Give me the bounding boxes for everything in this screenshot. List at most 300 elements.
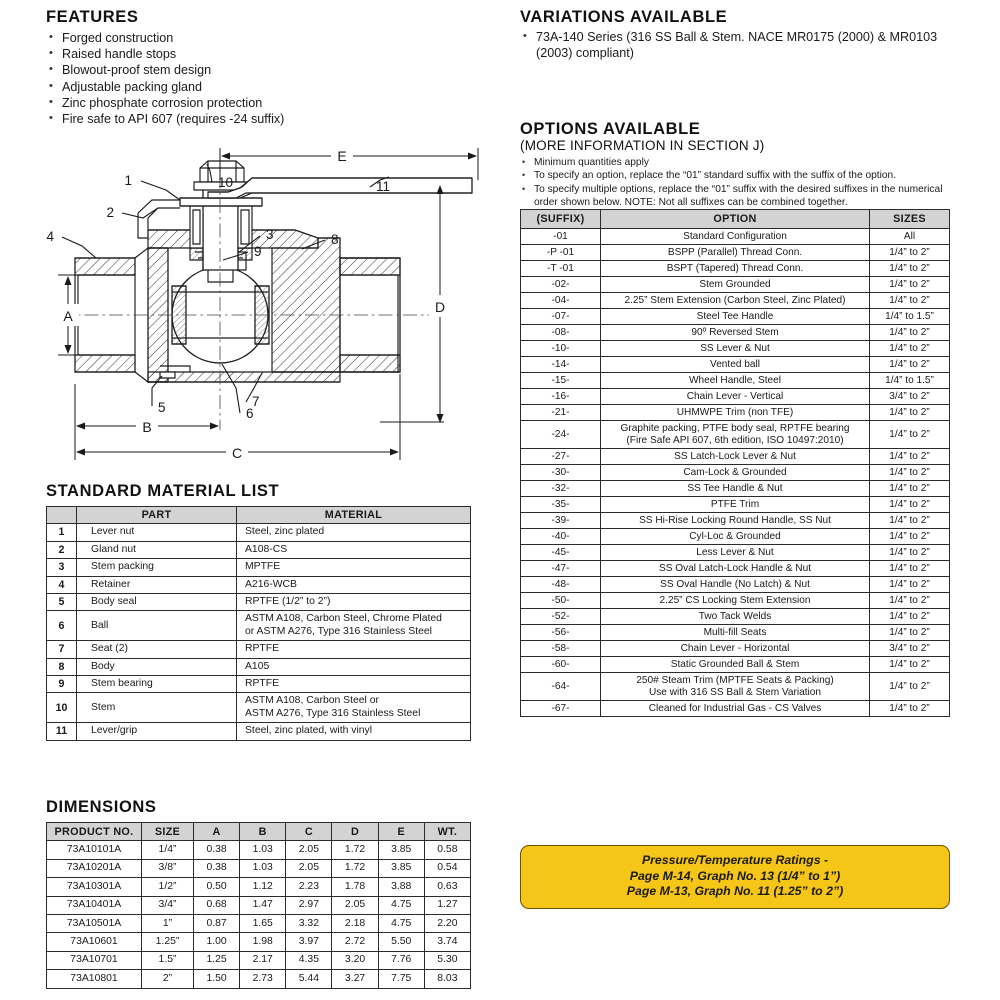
material-table-header-row	[47, 507, 471, 524]
material-part-name: Retainer	[77, 576, 237, 593]
dimensions-e: 5.50	[378, 933, 424, 951]
dimensions-a: 1.25	[194, 951, 240, 969]
dimensions-size: 1/2”	[142, 878, 194, 896]
dimensions-b: 1.03	[240, 841, 286, 859]
dimensions-col-size: SIZE	[142, 823, 194, 841]
dimensions-e: 7.75	[378, 970, 424, 988]
dimensions-c: 2.05	[286, 859, 332, 877]
dimensions-table-row	[47, 951, 471, 969]
dimensions-c: 3.32	[286, 915, 332, 933]
dimensions-wt: 0.54	[424, 859, 470, 877]
option-description: Cleaned for Industrial Gas - CS Valves	[601, 701, 870, 717]
options-col-suffix: (SUFFIX)	[521, 210, 601, 229]
option-sizes: 1/4” to 2”	[870, 449, 950, 465]
option-sizes: 1/4” to 2”	[870, 593, 950, 609]
option-description: Static Grounded Ball & Stem	[601, 657, 870, 673]
dimensions-size: 1”	[142, 915, 194, 933]
material-item-number: 3	[47, 559, 77, 576]
options-table-row	[521, 529, 950, 545]
option-description: Standard Configuration	[601, 229, 870, 245]
material-spec: RPTFE (1/2” to 2”)	[237, 594, 471, 611]
option-description: Steel Tee Handle	[601, 309, 870, 325]
dimensions-col-wt: WT.	[424, 823, 470, 841]
options-table-row	[521, 561, 950, 577]
material-table-row	[47, 723, 471, 740]
option-sizes: All	[870, 229, 950, 245]
material-item-number: 9	[47, 676, 77, 693]
options-subtitle: (MORE INFORMATION IN SECTION J)	[520, 138, 765, 153]
options-table-row	[521, 673, 950, 701]
option-sizes: 1/4” to 2”	[870, 529, 950, 545]
options-table-row	[521, 309, 950, 325]
option-suffix: -56-	[521, 625, 601, 641]
option-sizes: 1/4” to 2”	[870, 545, 950, 561]
option-suffix: -60-	[521, 657, 601, 673]
option-description: Chain Lever - Horizontal	[601, 641, 870, 657]
dimensions-product-no: 73A10401A	[47, 896, 142, 914]
option-description: Graphite packing, PTFE body seal, RPTFE bearing (Fire Safe API 607, 6th edition, ISO 10497:2010)	[601, 421, 870, 449]
feature-item-1: • Raised handle stops	[46, 46, 466, 62]
dimensions-e: 3.88	[378, 878, 424, 896]
option-sizes: 1/4” to 1.5”	[870, 309, 950, 325]
material-spec: A216-WCB	[237, 576, 471, 593]
callout-4: 4	[46, 229, 54, 244]
material-col-material: MATERIAL	[237, 507, 471, 524]
material-item-number: 8	[47, 658, 77, 675]
ratings-line-1: Page M-14, Graph No. 13 (1/4” to 1”)	[629, 868, 841, 883]
dimensions-col-b: B	[240, 823, 286, 841]
options-note-2: • To specify multiple options, replace the “01” suffix with the desired suffixes in the numerical order shown below. NOTE: Not all suffixes can be combined together.	[520, 183, 950, 210]
options-table-row	[521, 341, 950, 357]
variation-item-0: • 73A-140 Series (316 SS Ball & Stem. NACE MR0175 (2000) & MR0103 (2003) compliant)	[520, 29, 950, 61]
material-table-row	[47, 693, 471, 723]
dimensions-product-no: 73A10801	[47, 970, 142, 988]
dimensions-a: 1.50	[194, 970, 240, 988]
dimensions-table-row	[47, 896, 471, 914]
dimensions-c: 4.35	[286, 951, 332, 969]
variations-section	[520, 8, 950, 61]
callout-5: 5	[158, 400, 166, 415]
callout-7: 7	[252, 394, 260, 409]
dimensions-d: 1.78	[332, 878, 378, 896]
features-section	[46, 8, 466, 127]
dimensions-wt: 3.74	[424, 933, 470, 951]
material-item-number: 7	[47, 641, 77, 658]
options-header-section	[520, 120, 950, 210]
options-table-row	[521, 701, 950, 717]
options-table-row	[521, 373, 950, 389]
option-sizes: 1/4” to 2”	[870, 497, 950, 513]
options-note-0: • Minimum quantities apply	[520, 156, 950, 169]
options-notes-list	[520, 156, 950, 210]
material-part-name: Stem packing	[77, 559, 237, 576]
material-list-section	[46, 482, 471, 741]
options-table-row	[521, 657, 950, 673]
dimensions-size: 1.5”	[142, 951, 194, 969]
material-spec: MPTFE	[237, 559, 471, 576]
option-description: SS Tee Handle & Nut	[601, 481, 870, 497]
material-spec: Steel, zinc plated, with vinyl	[237, 723, 471, 740]
option-description: Wheel Handle, Steel	[601, 373, 870, 389]
dimensions-e: 4.75	[378, 915, 424, 933]
material-table-row	[47, 658, 471, 675]
dimensions-wt: 8.03	[424, 970, 470, 988]
option-suffix: -39-	[521, 513, 601, 529]
options-table-wrapper	[520, 209, 950, 717]
dimensions-col-c: C	[286, 823, 332, 841]
dimensions-product-no: 73A10201A	[47, 859, 142, 877]
callout-2: 2	[106, 205, 114, 220]
option-sizes: 1/4” to 2”	[870, 261, 950, 277]
dimensions-b: 1.12	[240, 878, 286, 896]
options-table-row	[521, 593, 950, 609]
option-sizes: 1/4” to 2”	[870, 481, 950, 497]
dim-label-D: D	[434, 299, 446, 315]
option-sizes: 1/4” to 2”	[870, 465, 950, 481]
dimensions-size: 1/4”	[142, 841, 194, 859]
material-spec: RPTFE	[237, 641, 471, 658]
options-table-row	[521, 545, 950, 561]
option-description: Less Lever & Nut	[601, 545, 870, 561]
material-item-number: 1	[47, 524, 77, 541]
option-suffix: -10-	[521, 341, 601, 357]
dimensions-b: 1.03	[240, 859, 286, 877]
callout-1: 1	[124, 173, 132, 188]
options-table-row	[521, 389, 950, 405]
options-note-1: • To specify an option, replace the “01” standard suffix with the suffix of the option.	[520, 169, 950, 182]
material-col-part: PART	[77, 507, 237, 524]
options-table	[520, 209, 950, 717]
option-suffix: -30-	[521, 465, 601, 481]
dimensions-wt: 0.63	[424, 878, 470, 896]
variations-list	[520, 29, 950, 61]
option-description: 2.25” Stem Extension (Carbon Steel, Zinc Plated)	[601, 293, 870, 309]
dimensions-col-product-no: PRODUCT NO.	[47, 823, 142, 841]
dim-label-C: C	[231, 445, 243, 461]
material-table-row	[47, 641, 471, 658]
options-table-row	[521, 497, 950, 513]
option-sizes: 1/4” to 2”	[870, 405, 950, 421]
material-part-name: Seat (2)	[77, 641, 237, 658]
option-suffix: -14-	[521, 357, 601, 373]
dimensions-d: 3.27	[332, 970, 378, 988]
dimensions-b: 1.65	[240, 915, 286, 933]
dimensions-table-row	[47, 970, 471, 988]
dimensions-table	[46, 822, 471, 989]
option-suffix: -08-	[521, 325, 601, 341]
option-description: SS Lever & Nut	[601, 341, 870, 357]
dimensions-section	[46, 798, 471, 989]
callout-6: 6	[246, 406, 254, 421]
option-suffix: -40-	[521, 529, 601, 545]
option-description: 90º Reversed Stem	[601, 325, 870, 341]
option-sizes: 1/4” to 2”	[870, 421, 950, 449]
option-description: SS Oval Latch-Lock Handle & Nut	[601, 561, 870, 577]
option-description: Stem Grounded	[601, 277, 870, 293]
dimensions-d: 2.05	[332, 896, 378, 914]
dimensions-wt: 0.58	[424, 841, 470, 859]
dimensions-product-no: 73A10101A	[47, 841, 142, 859]
material-table-row	[47, 541, 471, 558]
dimensions-table-header-row	[47, 823, 471, 841]
dimensions-c: 2.23	[286, 878, 332, 896]
options-table-row	[521, 261, 950, 277]
option-sizes: 1/4” to 2”	[870, 277, 950, 293]
option-sizes: 3/4” to 2”	[870, 641, 950, 657]
callout-3: 3	[266, 227, 274, 242]
dimensions-product-no: 73A10701	[47, 951, 142, 969]
dimensions-col-a: A	[194, 823, 240, 841]
dim-label-A: A	[63, 308, 73, 324]
dimensions-d: 1.72	[332, 841, 378, 859]
option-suffix: -24-	[521, 421, 601, 449]
ratings-line-0: Pressure/Temperature Ratings -	[641, 853, 829, 867]
dimensions-wt: 2.20	[424, 915, 470, 933]
option-suffix: -04-	[521, 293, 601, 309]
options-table-row	[521, 641, 950, 657]
option-suffix: -32-	[521, 481, 601, 497]
material-part-name: Body	[77, 658, 237, 675]
material-list-title: STANDARD MATERIAL LIST	[46, 482, 280, 500]
option-sizes: 1/4” to 2”	[870, 561, 950, 577]
options-col-sizes: SIZES	[870, 210, 950, 229]
material-spec: ASTM A108, Carbon Steel or ASTM A276, Type 316 Stainless Steel	[237, 693, 471, 723]
option-suffix: -21-	[521, 405, 601, 421]
option-suffix: -07-	[521, 309, 601, 325]
material-spec: A105	[237, 658, 471, 675]
features-title: FEATURES	[46, 8, 139, 26]
dimensions-a: 1.00	[194, 933, 240, 951]
dimensions-size: 3/8”	[142, 859, 194, 877]
options-table-row	[521, 229, 950, 245]
option-sizes: 1/4” to 2”	[870, 609, 950, 625]
option-description: Chain Lever - Vertical	[601, 389, 870, 405]
dimensions-title: DIMENSIONS	[46, 798, 157, 816]
option-suffix: -45-	[521, 545, 601, 561]
material-table-row	[47, 594, 471, 611]
dimensions-table-row	[47, 878, 471, 896]
options-table-row	[521, 625, 950, 641]
dimensions-table-row	[47, 933, 471, 951]
option-suffix: -58-	[521, 641, 601, 657]
material-table-row	[47, 576, 471, 593]
option-sizes: 1/4” to 2”	[870, 625, 950, 641]
dimensions-a: 0.38	[194, 859, 240, 877]
material-spec: A108-CS	[237, 541, 471, 558]
options-table-header-row	[521, 210, 950, 229]
options-table-row	[521, 277, 950, 293]
option-suffix: -16-	[521, 389, 601, 405]
option-description: SS Oval Handle (No Latch) & Nut	[601, 577, 870, 593]
material-spec: Steel, zinc plated	[237, 524, 471, 541]
material-spec: ASTM A108, Carbon Steel, Chrome Plated or ASTM A276, Type 316 Stainless Steel	[237, 611, 471, 641]
dimensions-d: 2.72	[332, 933, 378, 951]
option-description: PTFE Trim	[601, 497, 870, 513]
dimensions-b: 1.98	[240, 933, 286, 951]
dimensions-b: 2.73	[240, 970, 286, 988]
feature-item-2: • Blowout-proof stem design	[46, 62, 466, 78]
dimensions-table-row	[47, 859, 471, 877]
dimensions-table-row	[47, 915, 471, 933]
dimensions-wt: 5.30	[424, 951, 470, 969]
option-description: Cam-Lock & Grounded	[601, 465, 870, 481]
option-sizes: 3/4” to 2”	[870, 389, 950, 405]
options-col-option: OPTION	[601, 210, 870, 229]
material-part-name: Lever nut	[77, 524, 237, 541]
dimensions-wt: 1.27	[424, 896, 470, 914]
material-item-number: 5	[47, 594, 77, 611]
dimensions-a: 0.68	[194, 896, 240, 914]
options-table-row	[521, 293, 950, 309]
option-suffix: -P -01	[521, 245, 601, 261]
material-item-number: 4	[47, 576, 77, 593]
callout-10: 10	[218, 175, 234, 190]
option-description: BSPP (Parallel) Thread Conn.	[601, 245, 870, 261]
ratings-callout-wrapper	[520, 845, 950, 909]
material-item-number: 6	[47, 611, 77, 641]
option-description: 250# Steam Trim (MPTFE Seats & Packing) Use with 316 SS Ball & Stem Variation	[601, 673, 870, 701]
option-description: Multi-fill Seats	[601, 625, 870, 641]
ratings-line-2: Page M-13, Graph No. 11 (1.25” to 2”)	[626, 884, 844, 898]
option-suffix: -67-	[521, 701, 601, 717]
dimensions-e: 3.85	[378, 859, 424, 877]
option-description: Cyl-Loc & Grounded	[601, 529, 870, 545]
dimensions-a: 0.50	[194, 878, 240, 896]
dimensions-d: 1.72	[332, 859, 378, 877]
feature-item-3: • Adjustable packing gland	[46, 79, 466, 95]
option-sizes: 1/4” to 2”	[870, 341, 950, 357]
option-sizes: 1/4” to 2”	[870, 513, 950, 529]
option-sizes: 1/4” to 2”	[870, 293, 950, 309]
option-sizes: 1/4” to 2”	[870, 673, 950, 701]
option-sizes: 1/4” to 2”	[870, 357, 950, 373]
dimensions-a: 0.87	[194, 915, 240, 933]
material-table-row	[47, 524, 471, 541]
option-suffix: -15-	[521, 373, 601, 389]
options-table-row	[521, 449, 950, 465]
dimensions-table-row	[47, 841, 471, 859]
option-sizes: 1/4” to 2”	[870, 577, 950, 593]
dimensions-size: 3/4”	[142, 896, 194, 914]
dimensions-c: 5.44	[286, 970, 332, 988]
material-item-number: 10	[47, 693, 77, 723]
option-suffix: -02-	[521, 277, 601, 293]
dimensions-product-no: 73A10501A	[47, 915, 142, 933]
material-item-number: 11	[47, 723, 77, 740]
ball-valve-cutaway-drawing	[40, 140, 510, 470]
option-suffix: -50-	[521, 593, 601, 609]
options-table-row	[521, 421, 950, 449]
dimensions-col-e: E	[378, 823, 424, 841]
valve-drawing-svg	[40, 140, 510, 470]
material-part-name: Stem bearing	[77, 676, 237, 693]
feature-item-0: • Forged construction	[46, 30, 466, 46]
option-sizes: 1/4” to 2”	[870, 245, 950, 261]
dimensions-product-no: 73A10301A	[47, 878, 142, 896]
dimensions-size: 2”	[142, 970, 194, 988]
option-sizes: 1/4” to 2”	[870, 325, 950, 341]
options-table-row	[521, 245, 950, 261]
options-table-row	[521, 357, 950, 373]
option-description: BSPT (Tapered) Thread Conn.	[601, 261, 870, 277]
material-item-number: 2	[47, 541, 77, 558]
material-list-table	[46, 506, 471, 741]
options-table-row	[521, 465, 950, 481]
option-description: Two Tack Welds	[601, 609, 870, 625]
dimensions-e: 3.85	[378, 841, 424, 859]
option-suffix: -48-	[521, 577, 601, 593]
dimensions-d: 3.20	[332, 951, 378, 969]
material-table-row	[47, 559, 471, 576]
option-description: 2.25” CS Locking Stem Extension	[601, 593, 870, 609]
options-table-row	[521, 325, 950, 341]
option-description: UHMWPE Trim (non TFE)	[601, 405, 870, 421]
option-description: SS Latch-Lock Lever & Nut	[601, 449, 870, 465]
dimensions-a: 0.38	[194, 841, 240, 859]
options-title: OPTIONS AVAILABLE	[520, 120, 701, 138]
option-suffix: -01	[521, 229, 601, 245]
variations-title: VARIATIONS AVAILABLE	[520, 8, 728, 26]
callout-11: 11	[376, 179, 391, 194]
dimensions-c: 2.05	[286, 841, 332, 859]
dimensions-product-no: 73A10601	[47, 933, 142, 951]
material-col-num	[47, 507, 77, 524]
option-suffix: -35-	[521, 497, 601, 513]
material-part-name: Body seal	[77, 594, 237, 611]
option-suffix: -52-	[521, 609, 601, 625]
options-table-row	[521, 577, 950, 593]
material-part-name: Stem	[77, 693, 237, 723]
material-table-row	[47, 611, 471, 641]
features-list	[46, 30, 466, 127]
options-table-row	[521, 513, 950, 529]
option-description: Vented ball	[601, 357, 870, 373]
pressure-temperature-ratings-box	[520, 845, 950, 909]
options-table-row	[521, 405, 950, 421]
material-spec: RPTFE	[237, 676, 471, 693]
option-description: SS Hi-Rise Locking Round Handle, SS Nut	[601, 513, 870, 529]
option-suffix: -T -01	[521, 261, 601, 277]
dimensions-b: 1.47	[240, 896, 286, 914]
option-suffix: -27-	[521, 449, 601, 465]
dimensions-e: 4.75	[378, 896, 424, 914]
option-suffix: -47-	[521, 561, 601, 577]
dimensions-e: 7.76	[378, 951, 424, 969]
feature-item-4: • Zinc phosphate corrosion protection	[46, 95, 466, 111]
material-part-name: Ball	[77, 611, 237, 641]
callout-9: 9	[254, 244, 262, 259]
option-suffix: -64-	[521, 673, 601, 701]
feature-item-5: • Fire safe to API 607 (requires -24 suffix)	[46, 111, 466, 127]
dimensions-c: 3.97	[286, 933, 332, 951]
options-table-row	[521, 481, 950, 497]
dim-label-E: E	[337, 148, 347, 164]
callout-8: 8	[331, 232, 339, 247]
material-table-row	[47, 676, 471, 693]
option-sizes: 1/4” to 1.5”	[870, 373, 950, 389]
option-sizes: 1/4” to 2”	[870, 657, 950, 673]
dimensions-c: 2.97	[286, 896, 332, 914]
dim-label-B: B	[142, 419, 152, 435]
dimensions-b: 2.17	[240, 951, 286, 969]
option-sizes: 1/4” to 2”	[870, 701, 950, 717]
options-table-row	[521, 609, 950, 625]
dimensions-size: 1.25”	[142, 933, 194, 951]
material-part-name: Lever/grip	[77, 723, 237, 740]
material-part-name: Gland nut	[77, 541, 237, 558]
dimensions-col-d: D	[332, 823, 378, 841]
dimensions-d: 2.18	[332, 915, 378, 933]
